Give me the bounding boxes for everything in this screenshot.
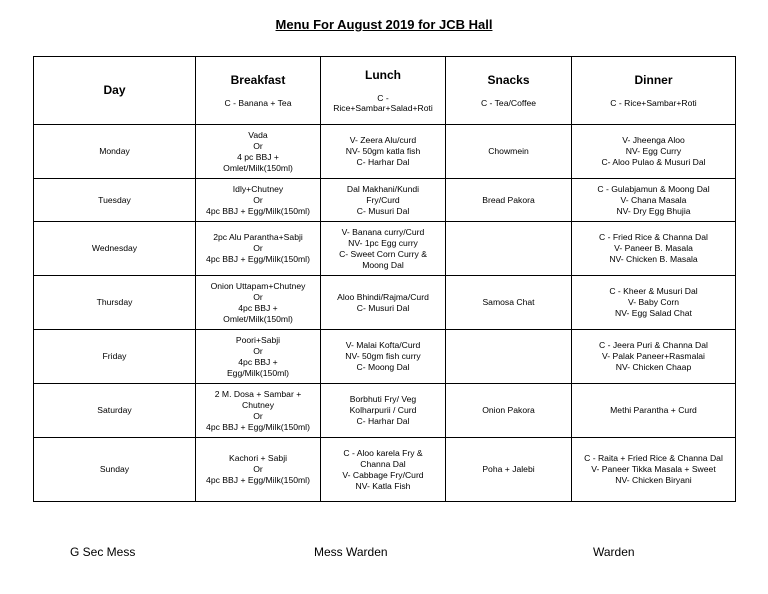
table-row	[34, 384, 736, 438]
breakfast-cell: Idly+Chutney Or 4pc BBJ + Egg/Milk(150ml)	[196, 179, 321, 222]
breakfast-cell: Kachori + Sabji Or 4pc BBJ + Egg/Milk(150ml)	[196, 438, 321, 502]
breakfast-cell: Poori+Sabji Or 4pc BBJ + Egg/Milk(150ml)	[196, 330, 321, 384]
table-row	[34, 438, 736, 502]
header-row	[34, 57, 736, 125]
breakfast-cell: 2 M. Dosa + Sambar + Chutney Or 4pc BBJ + Egg/Milk(150ml)	[196, 384, 321, 438]
signature-warden: Warden	[593, 545, 635, 559]
header-snacks	[446, 57, 572, 125]
header-lunch	[321, 57, 446, 125]
breakfast-cell: 2pc Alu Parantha+Sabji Or 4pc BBJ + Egg/Milk(150ml)	[196, 222, 321, 276]
lunch-cell: C - Aloo karela Fry & Channa Dal V- Cabbage Fry/Curd NV- Katla Fish	[321, 438, 446, 502]
header-breakfast	[196, 57, 321, 125]
dinner-cell: V- Jheenga Aloo NV- Egg Curry C- Aloo Pulao & Musuri Dal	[572, 125, 736, 179]
day-cell: Wednesday	[34, 222, 196, 276]
day-cell: Thursday	[34, 276, 196, 330]
lunch-cell: Aloo Bhindi/Rajma/Curd C- Musuri Dal	[321, 276, 446, 330]
snacks-cell: Poha + Jalebi	[446, 438, 572, 502]
breakfast-cell: Vada Or 4 pc BBJ + Omlet/Milk(150ml)	[196, 125, 321, 179]
dinner-cell: Methi Parantha + Curd	[572, 384, 736, 438]
header-lunch-common: C - Rice+Sambar+Salad+Roti	[333, 93, 433, 113]
day-cell: Saturday	[34, 384, 196, 438]
day-cell: Sunday	[34, 438, 196, 502]
dinner-cell: C - Kheer & Musuri Dal V- Baby Corn NV- Egg Salad Chat	[572, 276, 736, 330]
header-dinner	[572, 57, 736, 125]
page-title: Menu For August 2019 for JCB Hall	[275, 17, 493, 32]
header-lunch-label: Lunch	[365, 68, 401, 82]
snacks-cell	[446, 222, 572, 276]
signature-gsec-mess: G Sec Mess	[70, 545, 136, 559]
header-dinner-label: Dinner	[634, 73, 673, 87]
dinner-cell: C - Gulabjamun & Moong Dal V- Chana Masala NV- Dry Egg Bhujia	[572, 179, 736, 222]
dinner-cell: C - Jeera Puri & Channa Dal V- Palak Paneer+Rasmalai NV- Chicken Chaap	[572, 330, 736, 384]
table-row	[34, 222, 736, 276]
lunch-cell: V- Zeera Alu/curd NV- 50gm katla fish C- Harhar Dal	[321, 125, 446, 179]
lunch-cell: V- Banana curry/Curd NV- 1pc Egg curry C- Sweet Corn Curry & Moong Dal	[321, 222, 446, 276]
lunch-cell: V- Malai Kofta/Curd NV- 50gm fish curry C- Moong Dal	[321, 330, 446, 384]
header-snacks-common: C - Tea/Coffee	[480, 98, 537, 108]
lunch-cell: Dal Makhani/Kundi Fry/Curd C- Musuri Dal	[321, 179, 446, 222]
dinner-cell: C - Raita + Fried Rice & Channa Dal V- Paneer Tikka Masala + Sweet NV- Chicken Biryani	[572, 438, 736, 502]
header-dinner-common: C - Rice+Sambar+Roti	[610, 98, 697, 108]
day-cell: Tuesday	[34, 179, 196, 222]
dinner-cell: C - Fried Rice & Channa Dal V- Paneer B. Masala NV- Chicken B. Masala	[572, 222, 736, 276]
table-row	[34, 276, 736, 330]
signature-mess-warden: Mess Warden	[314, 545, 388, 559]
header-snacks-label: Snacks	[487, 73, 530, 87]
table-row	[34, 125, 736, 179]
breakfast-cell: Onion Uttapam+Chutney Or 4pc BBJ + Omlet/Milk(150ml)	[196, 276, 321, 330]
snacks-cell: Samosa Chat	[446, 276, 572, 330]
header-breakfast-label: Breakfast	[230, 73, 286, 87]
snacks-cell	[446, 330, 572, 384]
lunch-cell: Borbhuti Fry/ Veg Kolharpurii / Curd C- Harhar Dal	[321, 384, 446, 438]
header-breakfast-common: C - Banana + Tea	[224, 98, 292, 108]
table-row	[34, 179, 736, 222]
snacks-cell: Bread Pakora	[446, 179, 572, 222]
snacks-cell: Onion Pakora	[446, 384, 572, 438]
table-row	[34, 330, 736, 384]
menu-table	[33, 56, 736, 502]
day-cell: Friday	[34, 330, 196, 384]
day-cell: Monday	[34, 125, 196, 179]
header-day: Day	[34, 57, 196, 125]
snacks-cell: Chowmein	[446, 125, 572, 179]
